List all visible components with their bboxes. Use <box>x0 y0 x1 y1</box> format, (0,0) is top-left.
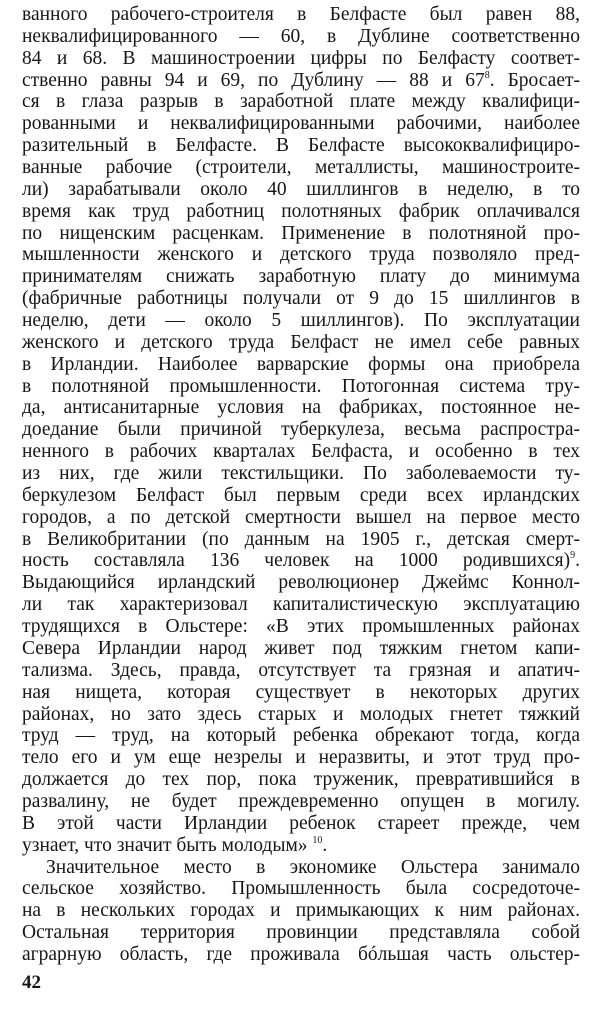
text-line-content <box>22 813 580 835</box>
line-text: Севера Ирландии народ живет под тяжким гнетом капи- <box>22 637 580 659</box>
line-text-tail: . Бросает- <box>489 69 580 91</box>
text-line <box>22 288 580 310</box>
text-line <box>22 354 580 376</box>
text-line-content <box>22 704 580 726</box>
line-text: неделю, дети — около 5 шиллингов). По эксплуатации <box>22 310 580 332</box>
text-line-content <box>22 769 580 791</box>
text-line <box>22 376 580 398</box>
line-text: ли так характеризовал капиталистическую эксплуатацию <box>22 594 580 616</box>
text-line <box>22 682 580 704</box>
line-text: по нищенским расценкам. Применение в полотняной про- <box>22 222 580 244</box>
line-text: ванные рабочие (строители, металлисты, машиностроите- <box>22 157 580 179</box>
line-text: должается до тех пор, пока труженик, превратившийся в <box>22 769 580 791</box>
text-line-content <box>22 900 580 922</box>
text-line-content <box>22 288 580 310</box>
line-text: Значительное место в экономике Ольстера занимало <box>46 856 580 878</box>
text-line <box>22 594 580 616</box>
text-line-content <box>22 507 580 529</box>
text-line <box>22 485 580 507</box>
text-line-content <box>22 91 580 113</box>
footnote-marker: 8 <box>484 69 490 81</box>
text-line-content <box>22 4 580 26</box>
text-line <box>22 4 580 26</box>
text-line <box>22 201 580 223</box>
line-text: городов, а по детской смертности вышел на первое место <box>22 506 580 528</box>
line-text: неквалифицированного — 60, в Дублине соответственно <box>22 25 580 47</box>
line-text: в Великобритании (по данным на 1905 г., детская смерт- <box>22 528 580 550</box>
line-text: ненного в рабочих кварталах Белфаста, и особенно в тех <box>22 441 580 463</box>
text-line <box>22 507 580 529</box>
text-line-content <box>22 397 580 419</box>
line-text: ли) зарабатывали около 40 шиллингов в неделю, в то <box>22 178 580 200</box>
line-text: В этой части Ирландии ребенок стареет прежде, чем <box>22 812 580 834</box>
line-text: Выдающийся ирландский революционер Джеймс Коннол- <box>22 572 580 594</box>
line-text: беркулезом Белфаст был первым среди всех ирландских <box>22 484 580 506</box>
text-line <box>22 157 580 179</box>
text-line <box>22 638 580 660</box>
line-text: (фабричные работницы получали от 9 до 15 шиллингов в <box>22 288 580 310</box>
text-line <box>22 91 580 113</box>
text-line <box>22 747 580 769</box>
text-line-content <box>22 157 580 179</box>
text-line <box>22 223 580 245</box>
text-line-content <box>22 179 580 201</box>
line-text: мышленности женского и детского труда позволяло пред- <box>22 244 580 266</box>
text-line <box>22 900 580 922</box>
body-text <box>22 4 580 966</box>
text-line <box>22 835 580 857</box>
text-line-content <box>22 201 580 223</box>
line-text-tail: . <box>322 834 328 856</box>
text-line-content <box>22 244 580 266</box>
line-text: в полотняной промышленности. Потогонная система тру- <box>22 375 580 397</box>
text-line <box>22 616 580 638</box>
line-text: ственно равны 94 и 69, по Дублину — 88 и 67 <box>22 69 485 91</box>
text-line <box>22 70 580 92</box>
text-line-content <box>22 922 580 944</box>
text-line-content <box>22 354 580 376</box>
text-line-content <box>22 463 580 485</box>
line-text: ная нищета, которая существует в некоторых других <box>22 681 580 703</box>
text-line-content <box>22 310 580 332</box>
text-line-content <box>22 638 580 660</box>
text-line <box>22 922 580 944</box>
text-line <box>22 660 580 682</box>
line-text: разительный в Белфасте. В Белфасте высококвалифициро- <box>22 135 580 157</box>
text-line-content <box>22 594 580 616</box>
text-line <box>22 135 580 157</box>
line-text: женского и детского труда Белфаст не имел себе равных <box>22 331 580 353</box>
text-line-content <box>22 835 327 857</box>
line-text: время как труд работниц полотняных фабрик оплачивался <box>22 200 580 222</box>
text-line <box>22 704 580 726</box>
text-line <box>22 791 580 813</box>
text-line <box>22 441 580 463</box>
line-text: принимателям снижать заработную плату до минимума <box>22 266 580 288</box>
line-text: ность составляла 136 человек на 1000 родившихся) <box>22 550 571 572</box>
page-number: 42 <box>22 972 41 993</box>
text-line-content <box>22 266 580 288</box>
text-line <box>22 48 580 70</box>
line-text: сельское хозяйство. Промышленность была сосредоточе- <box>22 878 580 900</box>
text-line <box>22 857 580 879</box>
text-line <box>22 878 580 900</box>
text-line-content <box>22 791 580 813</box>
text-line-content <box>22 376 580 398</box>
text-line-content <box>22 419 580 441</box>
text-line-content <box>22 70 580 92</box>
text-line-content <box>22 550 580 572</box>
line-text: трудящихся в Ольстере: «В этих промышленных районах <box>22 616 580 638</box>
line-text: развалину, не будет преждевременно опущен в могилу. <box>22 790 580 812</box>
line-text: доедание были причиной туберкулеза, весьма распростра- <box>22 419 580 441</box>
text-line <box>22 397 580 419</box>
text-line <box>22 529 580 551</box>
text-line <box>22 572 580 594</box>
line-text: труд — труд, на который ребенка обрекают тогда, когда <box>22 725 580 747</box>
line-text: Остальная территория провинции представляла собой <box>22 922 580 944</box>
text-line <box>22 26 580 48</box>
text-line-content <box>46 857 580 879</box>
text-line <box>22 463 580 485</box>
footnote-marker: 10 <box>312 834 323 846</box>
line-text: в Ирландии. Наиболее варварские формы она приобрела <box>22 353 580 375</box>
text-line-content <box>22 660 580 682</box>
text-line <box>22 550 580 572</box>
text-line <box>22 244 580 266</box>
text-line <box>22 266 580 288</box>
footnote-marker: 9 <box>570 550 576 562</box>
text-line-content <box>22 135 580 157</box>
text-line-content <box>22 223 580 245</box>
line-text: тело его и ум еще незрелы и неразвиты, и этот труд про- <box>22 747 580 769</box>
text-line-content <box>22 48 580 70</box>
line-text: ванного рабочего-строителя в Белфасте был равен 88, <box>22 4 580 25</box>
line-text: да, антисанитарные условия на фабриках, постоянное не- <box>22 397 580 419</box>
text-line <box>22 419 580 441</box>
line-text: рованными и неквалифицированными рабочими, наиболее <box>22 113 580 135</box>
text-line-content <box>22 332 580 354</box>
text-line <box>22 725 580 747</box>
text-line-content <box>22 944 580 966</box>
text-line <box>22 813 580 835</box>
text-line-content <box>22 878 580 900</box>
line-text: 84 и 68. В машиностроении цифры по Белфасту соответ- <box>22 47 580 69</box>
text-line-content <box>22 113 580 135</box>
text-line-content <box>22 725 580 747</box>
text-line <box>22 944 580 966</box>
line-text: на в нескольких городах и примыкающих к ним районах. <box>22 900 580 922</box>
text-line <box>22 310 580 332</box>
line-text: тализма. Здесь, правда, отсутствует та грязная и апатич- <box>22 659 580 681</box>
text-line-content <box>22 485 580 507</box>
text-line-content <box>22 529 580 551</box>
text-line-content <box>22 682 580 704</box>
line-text: аграрную область, где проживала бóльшая часть ольстер- <box>22 943 580 965</box>
line-text: районах, но зато здесь старых и молодых гнетет тяжкий <box>22 703 580 725</box>
text-line-content <box>22 441 580 463</box>
text-line-content <box>22 747 580 769</box>
text-line <box>22 113 580 135</box>
text-line-content <box>22 572 580 594</box>
line-text: из них, где жили текстильщики. По заболеваемости ту- <box>22 463 580 485</box>
text-line <box>22 769 580 791</box>
text-line <box>22 332 580 354</box>
text-line <box>22 179 580 201</box>
line-text: ся в глаза разрыв в заработной плате между квалифици- <box>22 91 580 113</box>
line-text: узнает, что значит быть молодым» <box>22 834 313 856</box>
text-line-content <box>22 26 580 48</box>
line-text-tail: . <box>575 550 580 572</box>
text-line-content <box>22 616 580 638</box>
